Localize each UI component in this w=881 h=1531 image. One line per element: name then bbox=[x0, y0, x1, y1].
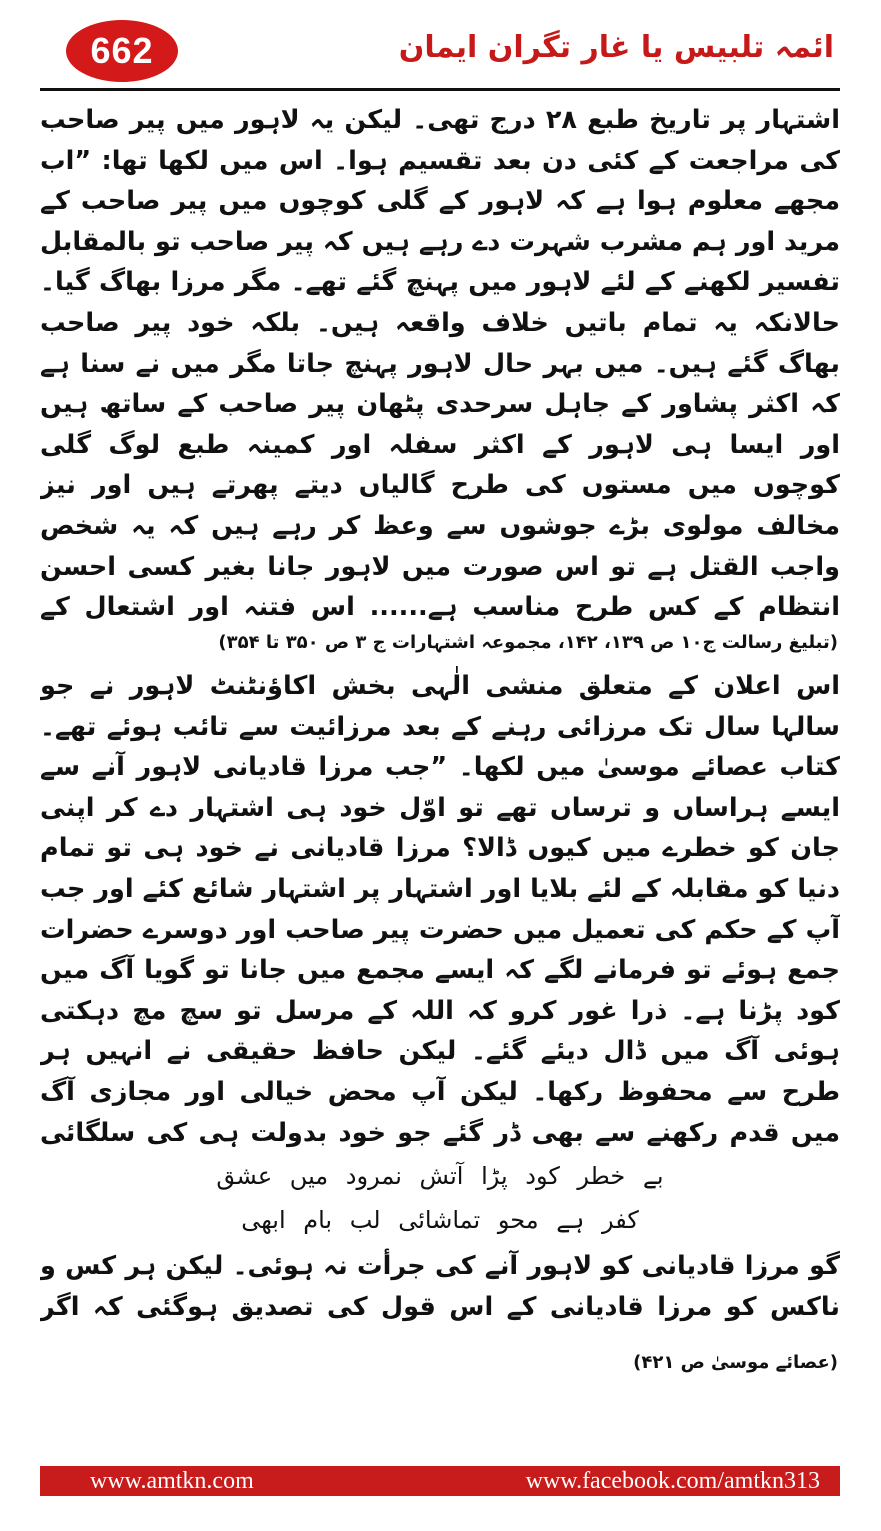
body-paragraph-1: اشتہار پر تاریخ طبع ۲۸ درج تھی۔ لیکن یہ لاہور میں پیر صاحب کی مراجعت کے کئی دن بعد تقسیم ہوا۔ اس میں لکھا تھا: ”اب مجھے معلوم ہوا ہے کہ لاہور کے گلی کوچوں میں پیر صاحب کے مرید اور ہم مشرب شہرت دے رہے ہیں کہ پیر صاحب تو بالمقابل تفسیر لکھنے کے لئے لاہور میں پہنچ گئے تھے۔ مگر مرزا بھاگ گیا۔ حالانکہ یہ تمام باتیں خلاف واقعہ ہیں۔ بلکہ خود پیر صاحب بھاگ گئے ہیں۔ میں بہر حال لاہور پہنچ جاتا مگر میں نے سنا ہے کہ اکثر پشاور کے جاہل سرحدی پٹھان پیر صاحب کے ساتھ ہیں اور ایسا ہی لاہور کے اکثر سفلہ اور کمینہ طبع لوگ گلی کوچوں میں مستوں کی طرح گالیاں دیتے پھرتے ہیں اور نیز مخالف مولوی بڑے جوشوں سے وعظ کر رہے ہیں کہ یہ شخص واجب القتل ہے تو اس صورت میں لاہور جانا بغیر کسی احسن انتظام کے کس طرح مناسب ہے...... اس فتنہ اور اشتعال کے bbox=[40, 105, 840, 623]
reference-citation-1: (تبلیغ رسالت ج۱۰ ص ۱۳۹، ۱۴۲، مجموعہ اشتہارات ج ۳ ص ۳۵۰ تا ۳۵۴) bbox=[218, 632, 838, 653]
body-paragraph-2: اس اعلان کے متعلق منشی الٰہی بخش اکاؤنٹنٹ لاہور نے جو سالہا سال تک مرزائی رہنے کے بعد مرزائیت سے تائب ہوئے تھے۔ کتاب عصائے موسیٰ میں لکھا۔ ”جب مرزا قادیانی لاہور آنے سے ایسے ہراساں و ترساں تھے تو اوّل خود ہی اشتہار دے کر اپنی جان کو خطرے میں کیوں ڈالا؟ مرزا قادیانی نے خود ہی تو تمام دنیا کو مقابلہ کے لئے بلایا اور اشتہار پر اشتہار شائع کئے اور جب آپ کے حکم کی تعمیل میں حضرت پیر صاحب اور دوسرے حضرات جمع ہوئے تو فرمانے لگے کہ ایسے مجمع میں جانا تو گویا آگ میں کود پڑنا ہے۔ ذرا غور کرو کہ اللہ کے مرسل تو سچ مچ دہکتی ہوئی آگ میں ڈال دیئے گئے۔ لیکن حافظ حقیقی نے انہیں ہر طرح سے محفوظ رکھا۔ لیکن آپ محض خیالی اور مجازی آگ میں قدم رکھنے سے بھی ڈر گئے جو خود بدولت ہی کی سلگائی bbox=[40, 671, 840, 1148]
page-footer bbox=[40, 1466, 840, 1496]
book-title: ائمہ تلبیس یا غار تگران ایمان bbox=[398, 30, 834, 65]
website-link[interactable]: www.amtkn.com bbox=[90, 1468, 254, 1494]
poem-line-2: کفر ہے محو تماشائی لب بام ابھی bbox=[241, 1206, 639, 1234]
facebook-link[interactable]: www.facebook.com/amtkn313 bbox=[525, 1468, 820, 1494]
page-number-badge: 662 bbox=[66, 20, 178, 82]
page-header bbox=[40, 14, 840, 92]
reference-citation-2: (عصائے موسیٰ ص ۴۲۱) bbox=[633, 1352, 838, 1373]
page-body bbox=[40, 100, 840, 1386]
header-divider bbox=[40, 88, 840, 91]
poem-line-1: بے خطر کود پڑا آتش نمرود میں عشق bbox=[216, 1162, 664, 1190]
body-paragraph-3: گو مرزا قادیانی کو لاہور آنے کی جرأت نہ ہوئی۔ لیکن ہر کس و ناکس کو مرزا قادیانی کے اس قول کی تصدیق ہوگئی کہ اگر bbox=[40, 1251, 840, 1322]
